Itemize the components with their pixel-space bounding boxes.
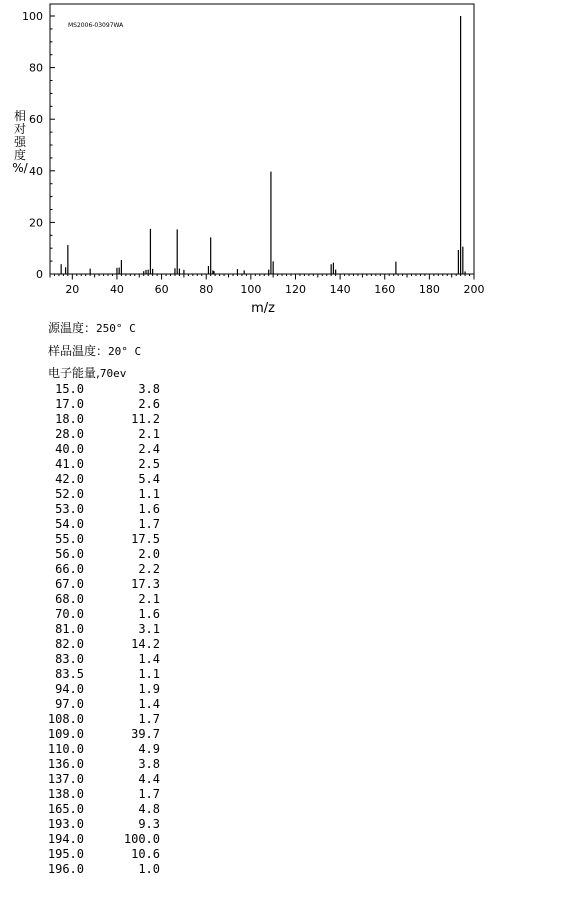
mz-value: 56.0 [55,547,84,561]
intensity-value: 10.6 [131,847,160,861]
table-row [40,472,160,487]
mz-value: 81.0 [55,622,84,636]
mz-value: 138.0 [47,787,84,801]
intensity-value: 3.8 [138,382,160,396]
table-row [40,652,160,667]
electron-energy-value: 70ev [99,367,127,380]
x-tick-label: 140 [329,283,351,296]
mz-value: 108.0 [47,712,84,726]
intensity-value: 2.6 [138,397,160,411]
mz-value: 83.5 [55,667,84,681]
x-tick-label: 80 [199,283,214,296]
x-tick-label: 20 [65,283,80,296]
table-row [40,787,160,802]
mz-value: 165.0 [47,802,84,816]
table-row [40,382,160,397]
table-row [40,562,160,577]
table-row [40,412,160,427]
peak-bars [61,16,465,274]
intensity-value: 2.5 [138,457,160,471]
mz-value: 66.0 [55,562,84,576]
intensity-value: 1.4 [138,652,160,666]
table-row [40,667,160,682]
table-row [40,502,160,517]
table-row [40,547,160,562]
table-row [40,697,160,712]
x-tick-label: 120 [284,283,306,296]
intensity-value: 2.2 [138,562,160,576]
table-row [40,577,160,592]
mz-value: 196.0 [47,862,84,876]
table-row [40,592,160,607]
sample-temperature [48,342,141,359]
mz-value: 94.0 [55,682,84,696]
mz-value: 137.0 [47,772,84,786]
intensity-value: 39.7 [131,727,160,741]
intensity-value: 1.7 [138,517,160,531]
intensity-value: 9.3 [138,817,160,831]
intensity-value: 1.0 [138,862,160,876]
mz-value: 193.0 [47,817,84,831]
intensity-value: 2.1 [138,592,160,606]
intensity-value: 100.0 [123,832,160,846]
mz-value: 194.0 [47,832,84,846]
x-tick-label: 40 [109,283,124,296]
source-temperature-value: 250° C [96,322,136,335]
intensity-value: 1.7 [138,787,160,801]
x-tick-label: 160 [374,283,396,296]
intensity-value: 1.1 [138,487,160,501]
intensity-value: 2.4 [138,442,160,456]
table-row [40,727,160,742]
table-row [40,757,160,772]
x-tick-label: 100 [240,283,262,296]
table-row [40,847,160,862]
table-row [40,817,160,832]
intensity-value: 1.1 [138,667,160,681]
mz-value: 18.0 [55,412,84,426]
intensity-value: 11.2 [131,412,160,426]
electron-energy [48,364,126,381]
mz-value: 110.0 [47,742,84,756]
intensity-value: 1.7 [138,712,160,726]
table-row [40,532,160,547]
y-axis-label: 相对强度%/ [12,109,28,175]
sample-temperature-value: 20° C [108,345,142,358]
intensity-value: 2.1 [138,427,160,441]
table-row [40,442,160,457]
table-row [40,457,160,472]
table-row [40,637,160,652]
intensity-value: 1.6 [138,607,160,621]
y-tick-label: 60 [29,113,43,127]
table-row [40,832,160,847]
intensity-value: 3.8 [138,757,160,771]
mass-spectrum-chart [0,0,570,318]
mz-value: 82.0 [55,637,84,651]
table-row [40,862,160,877]
intensity-value: 4.9 [138,742,160,756]
x-axis-label: m/z [251,301,275,316]
intensity-value: 4.8 [138,802,160,816]
mz-value: 41.0 [55,457,84,471]
y-tick-label: 40 [29,164,43,178]
intensity-value: 1.6 [138,502,160,516]
mz-value: 53.0 [55,502,84,516]
mz-value: 17.0 [55,397,84,411]
table-row [40,517,160,532]
mz-value: 97.0 [55,697,84,711]
mz-value: 195.0 [47,847,84,861]
intensity-value: 17.5 [131,532,160,546]
sample-id: MS2006-03097WA [68,22,124,29]
intensity-value: 14.2 [131,637,160,651]
table-row [40,397,160,412]
table-row [40,682,160,697]
x-tick-label: 180 [418,283,440,296]
mz-value: 136.0 [47,757,84,771]
y-tick-label: 20 [29,216,43,230]
mz-value: 68.0 [55,592,84,606]
mz-value: 83.0 [55,652,84,666]
mz-value: 42.0 [55,472,84,486]
table-row [40,772,160,787]
source-temperature [48,319,136,336]
peak-table [40,382,160,877]
mz-value: 15.0 [55,382,84,396]
table-row [40,622,160,637]
intensity-value: 4.4 [138,772,160,786]
sample-temperature-label: 样品温度： [48,344,109,358]
mz-value: 54.0 [55,517,84,531]
intensity-value: 3.1 [138,622,160,636]
intensity-value: 1.4 [138,697,160,711]
y-tick-label: 80 [29,61,43,75]
x-tick-label: 60 [154,283,169,296]
x-tick-label: 200 [463,283,485,296]
mz-value: 28.0 [55,427,84,441]
table-row [40,712,160,727]
intensity-value: 1.9 [138,682,160,696]
table-row [40,427,160,442]
y-tick-label: 0 [36,268,43,281]
mz-value: 67.0 [55,577,84,591]
mz-value: 40.0 [55,442,84,456]
table-row [40,802,160,817]
source-temperature-label: 源温度： [48,321,97,335]
intensity-value: 2.0 [138,547,160,561]
x-axis [50,274,485,296]
y-tick-label: 100 [22,10,43,23]
table-row [40,607,160,622]
mz-value: 55.0 [55,532,84,546]
table-row [40,742,160,757]
mz-value: 109.0 [47,727,84,741]
mz-value: 70.0 [55,607,84,621]
intensity-value: 17.3 [131,577,160,591]
electron-energy-label: 电子能量, [48,366,100,380]
intensity-value: 5.4 [138,472,160,486]
mz-value: 52.0 [55,487,84,501]
table-row [40,487,160,502]
plot-frame [50,4,474,274]
